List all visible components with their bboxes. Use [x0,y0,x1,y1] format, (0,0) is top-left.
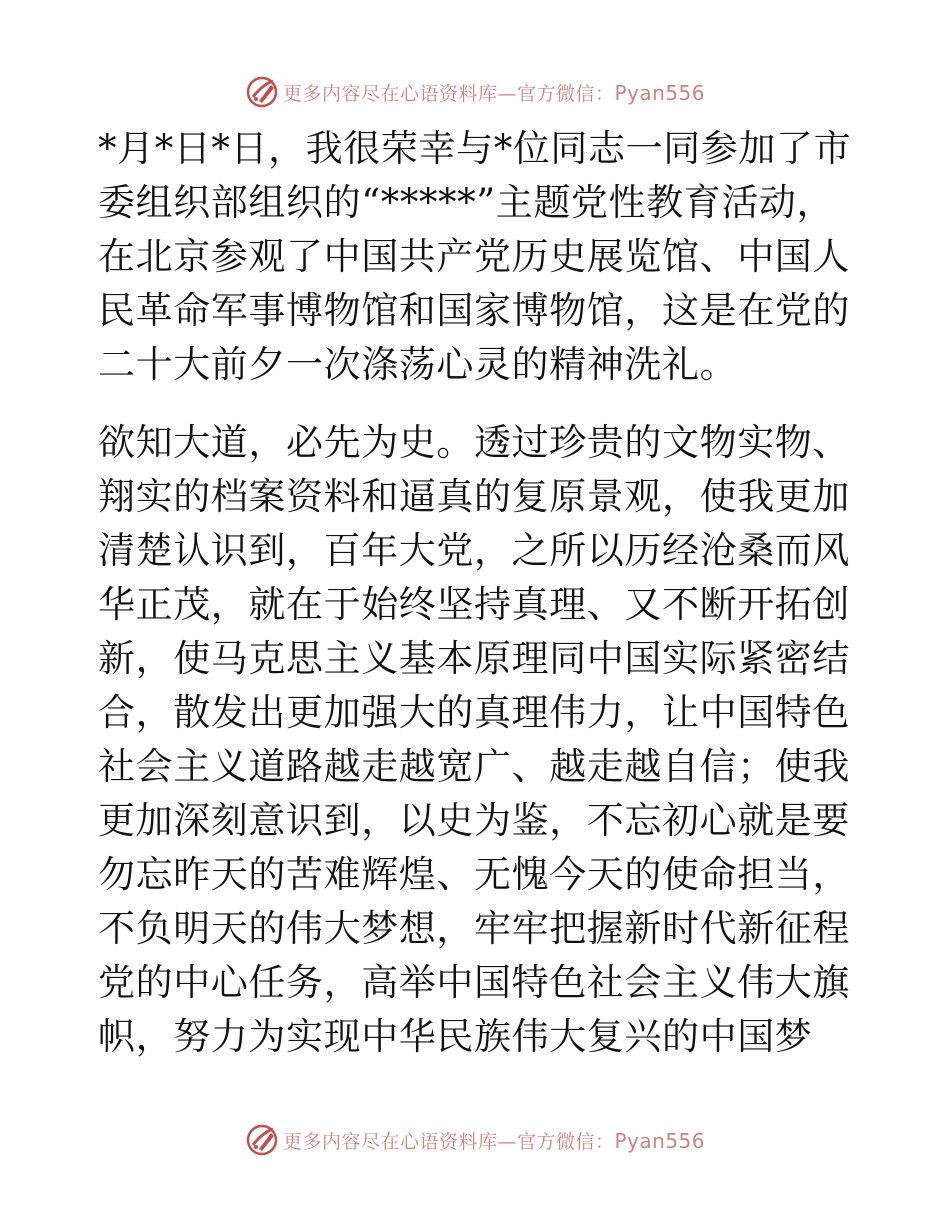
header-banner-id: Pyan556 [614,80,706,105]
paragraph-2: 欲知大道，必先为史。透过珍贵的文物实物、翔实的档案资料和逼真的复原景观，使我更加清楚认识到，百年大党，之所以历经沧桑而风华正茂，就在于始终坚持真理、又不断开拓创新，使马克思主义基本原理同中国实际紧密结合，散发出更加强大的真理伟力，让中国特色社会主义道路越走越宽广、越走越自信；使我更加深刻意识到，以史为鉴，不忘初心就是要勿忘昨天的苦难辉煌、无愧今天的使命担当，不负明天的伟大梦想，牢牢把握新时代新征程党的中心任务，高举中国特色社会主义伟大旗帜，努力为实现中华民族伟大复兴的中国梦 [98,421,850,1058]
paragraph-1: *月*日*日，我很荣幸与*位同志一同参加了市委组织部组织的“*****”主题党性教育活动，在北京参观了中国共产党历史展览馆、中国人民革命军事博物馆和国家博物馆，这是在党的二十大前夕一次涤荡心灵的精神洗礼。 [98,127,852,386]
document-body [98,122,858,1064]
footer-banner-sep: — [497,1130,517,1153]
header-banner-sep: — [497,82,517,105]
footer-banner-id: Pyan556 [614,1128,706,1153]
footer-banner-text [283,1127,705,1154]
header-banner-sub: 官方微信： [516,82,615,105]
header-watermark-banner [0,72,950,112]
header-banner-main: 更多内容尽在心语资料库 [282,82,498,105]
pen-logo-icon [245,1123,279,1157]
footer-watermark-banner [0,1120,950,1160]
footer-banner-main: 更多内容尽在心语资料库 [282,1130,498,1153]
pen-logo-icon [245,75,279,109]
header-banner-text [283,79,705,106]
footer-banner-sub: 官方微信： [516,1130,615,1153]
